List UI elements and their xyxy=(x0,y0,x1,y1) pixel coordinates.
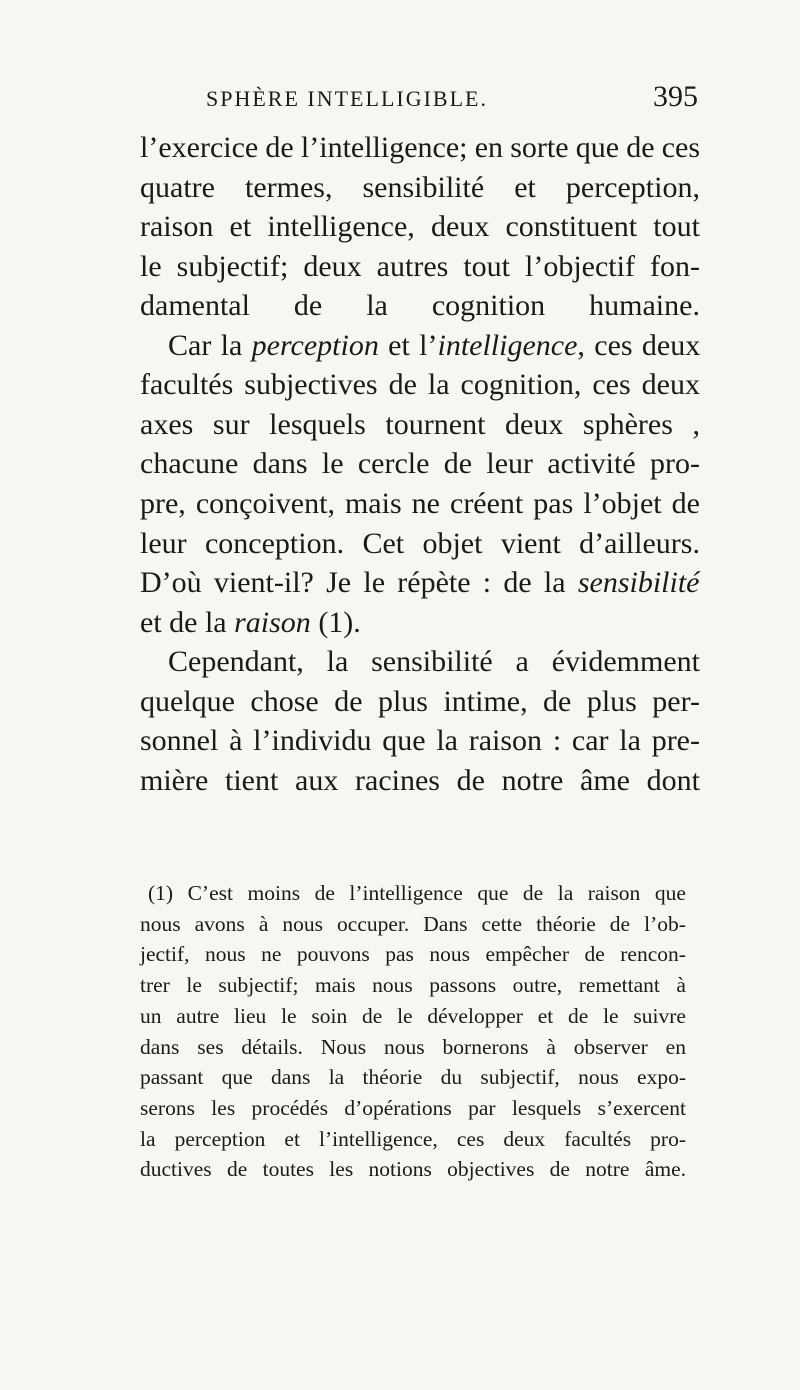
body-word: deux xyxy=(505,407,564,441)
body-word: mière xyxy=(140,763,209,797)
footnote-word: d’opérations xyxy=(344,1095,452,1120)
body-word: damental xyxy=(140,289,250,323)
footnote-word: de xyxy=(568,1003,589,1028)
body-word: et xyxy=(229,210,252,244)
body-word: Cependant, xyxy=(168,645,304,679)
footnote-word: s’exercent xyxy=(597,1095,686,1120)
body-word: l’objet xyxy=(583,486,662,520)
running-head xyxy=(138,80,698,120)
body-word: intelligence, xyxy=(267,210,415,244)
body-word: le xyxy=(321,447,344,481)
body-word: de xyxy=(456,763,485,797)
footnote-word: nous xyxy=(140,911,181,936)
body-word: sensibilité xyxy=(362,170,485,204)
footnote-word: pas xyxy=(385,942,414,967)
footnote-word: à xyxy=(676,973,686,998)
footnote-line xyxy=(140,1001,686,1031)
body-word: l’individu xyxy=(253,724,372,758)
body-word: deux xyxy=(303,249,362,283)
body-word: la xyxy=(366,289,388,323)
footnote-word: cette xyxy=(481,911,523,936)
body-line xyxy=(140,563,700,603)
body-word: l’intelligence; xyxy=(300,131,468,164)
body-word: sensibilité xyxy=(371,645,493,679)
footnote-word: à xyxy=(258,911,269,936)
footnote-word: passons xyxy=(429,973,497,998)
body-word: pre- xyxy=(651,724,700,758)
footnote-word: mais xyxy=(314,973,356,998)
body-word: lesquels xyxy=(269,407,366,441)
body-segment: D’où vient-il? Je le répète : de la xyxy=(140,566,578,600)
body-word: l’objectif xyxy=(525,249,635,283)
footnote-line xyxy=(140,909,686,939)
footnote-word: de xyxy=(522,881,544,905)
footnote-word: théorie xyxy=(536,911,596,936)
body-word: l’exercice xyxy=(140,131,259,164)
body-word: pre, xyxy=(140,486,186,520)
body-word: conception. xyxy=(204,526,345,560)
body-line xyxy=(140,405,700,445)
body-word: : xyxy=(552,724,562,758)
body-word: pas xyxy=(533,486,574,520)
footnote-word: trer xyxy=(140,973,170,998)
footnote-line xyxy=(140,1032,686,1062)
body-word: subjectives xyxy=(244,368,378,402)
footnote-word: la xyxy=(328,1065,345,1090)
footnote-word: rencon- xyxy=(620,942,686,967)
footnote-word: pro- xyxy=(650,1126,686,1151)
footnote-word: la xyxy=(557,881,574,905)
footnote-word: (1) xyxy=(148,881,174,905)
footnote-word: nous xyxy=(429,942,470,967)
footnote-word: le xyxy=(281,1003,297,1028)
footnote-word: C’est xyxy=(187,881,233,905)
body-word: la xyxy=(427,368,450,402)
footnote-word: ductives xyxy=(140,1157,212,1182)
body-word: raison xyxy=(140,210,214,244)
footnote-word: perception xyxy=(174,1126,266,1151)
body-word: d’ailleurs. xyxy=(579,526,700,560)
body-word: de xyxy=(543,684,572,718)
footnote-word: de xyxy=(362,1003,383,1028)
body-word: que xyxy=(575,131,620,164)
body-word: termes, xyxy=(245,170,333,204)
body-word: autres xyxy=(376,249,449,283)
body-word: conçoivent, xyxy=(195,486,335,520)
body-italic-segment: perception xyxy=(251,328,379,362)
body-line xyxy=(140,484,700,524)
body-word: cognition, xyxy=(460,368,582,402)
body-word: leur xyxy=(140,526,187,560)
body-word: tournent xyxy=(385,407,486,441)
body-word: la xyxy=(326,645,349,679)
body-line xyxy=(140,524,700,564)
footnote-word: toutes xyxy=(262,1157,314,1182)
body-word: deux xyxy=(641,368,700,402)
footnote-word: subjectif, xyxy=(480,1065,560,1090)
body-word: de xyxy=(293,289,323,323)
footnote-line xyxy=(140,1124,686,1154)
body-word: intime, xyxy=(443,684,528,718)
footnote-word: détails. xyxy=(241,1034,303,1059)
body-word: plus xyxy=(377,684,428,718)
footnote-word: observer xyxy=(573,1034,648,1059)
body-line xyxy=(168,642,700,682)
footnote-word: développer xyxy=(427,1003,523,1028)
footnote-line xyxy=(140,1062,686,1092)
body-word: constituent xyxy=(505,210,638,244)
body-word: et xyxy=(514,170,536,204)
body-word: per- xyxy=(652,684,700,718)
body-word: activité xyxy=(547,447,636,481)
body-word: âme xyxy=(580,763,630,797)
body-word: chose xyxy=(250,684,319,718)
footnote-word: l’intelligence xyxy=(349,881,463,905)
body-word: tout xyxy=(653,210,700,244)
body-segment: Car la xyxy=(168,328,252,362)
body-italic-segment: sensibilité xyxy=(577,566,700,600)
body-word: vient xyxy=(500,526,561,560)
body-word: de xyxy=(671,486,700,520)
footnote-word: dans xyxy=(270,1065,311,1090)
footnote-word: que xyxy=(221,1065,253,1090)
footnote-word: un xyxy=(140,1003,162,1028)
body-word: racines xyxy=(355,763,440,797)
footnote-word: Dans xyxy=(423,911,468,936)
footnote-word: lesquels xyxy=(511,1095,582,1120)
footnote-word: et xyxy=(284,1126,300,1151)
footnote-word: de xyxy=(609,911,631,936)
body-segment: (1). xyxy=(310,605,361,639)
footnote-word: occuper. xyxy=(337,911,410,936)
footnote-word: serons xyxy=(140,1095,195,1120)
footnote-word: le xyxy=(603,1003,619,1028)
footnote-word: nous xyxy=(384,1034,425,1059)
body-line xyxy=(140,444,700,484)
footnote-word: raison xyxy=(587,881,641,905)
footnote-word: dans xyxy=(140,1034,180,1059)
body-line xyxy=(168,326,700,366)
footnote-word: du xyxy=(440,1065,463,1090)
footnote-word: par xyxy=(468,1095,496,1120)
footnote-word: l’ob- xyxy=(644,911,686,936)
footnote-word: ne xyxy=(261,942,282,967)
body-word: , xyxy=(692,407,700,441)
body-line xyxy=(140,247,700,287)
footnote-line xyxy=(140,1093,686,1123)
footnote-word: avons xyxy=(194,911,245,936)
body-word: en xyxy=(474,131,504,164)
body-segment: et de la xyxy=(140,605,235,639)
body-word: quatre xyxy=(140,170,215,204)
body-line xyxy=(140,168,700,208)
footnote-word: subjectif; xyxy=(218,973,299,998)
body-segment: et l’ xyxy=(378,328,438,362)
footnote-word: notions xyxy=(368,1157,432,1182)
body-word: de xyxy=(334,684,363,718)
body-word: de xyxy=(388,368,417,402)
body-word: car xyxy=(571,724,609,758)
body-word: sur xyxy=(212,407,250,441)
body-word: de xyxy=(626,131,655,164)
body-word: dans xyxy=(252,447,308,481)
footnote-word: jectif, xyxy=(140,942,190,967)
footnote-word: le xyxy=(186,973,202,998)
body-line xyxy=(140,761,700,801)
body-word: de xyxy=(443,447,473,481)
footnote-word: ces xyxy=(456,1126,485,1151)
body-word: chacune xyxy=(140,447,239,481)
body-word: mais xyxy=(344,486,402,520)
footnote-word: ses xyxy=(197,1034,224,1059)
body-word: a xyxy=(515,645,529,679)
body-word: la xyxy=(619,724,641,758)
running-title: SPHÈRE INTELLIGIBLE. xyxy=(206,86,488,111)
footnote-line xyxy=(148,878,686,908)
body-word: perception, xyxy=(565,170,700,204)
body-word: cercle xyxy=(357,447,430,481)
footnote-word: nous xyxy=(205,942,246,967)
body-word: facultés xyxy=(140,368,234,402)
body-word: plus xyxy=(586,684,637,718)
body-word: dont xyxy=(646,763,700,797)
body-line xyxy=(140,721,700,761)
body-segment: , ces deux xyxy=(577,328,701,362)
footnote-word: en xyxy=(665,1034,686,1059)
footnote-line xyxy=(140,1154,686,1184)
body-word: subjectif; xyxy=(176,249,289,283)
footnote-word: de xyxy=(226,1157,248,1182)
footnote-word: l’intelligence, xyxy=(319,1126,438,1151)
footnote-word: pouvons xyxy=(296,942,370,967)
body-word: fon- xyxy=(649,249,700,283)
body-italic-segment: raison xyxy=(234,605,311,639)
body-word: pro- xyxy=(649,447,700,481)
footnote-word: expo- xyxy=(637,1065,686,1090)
footnote-word: outre, xyxy=(512,973,563,998)
body-word: ces xyxy=(661,131,700,164)
footnote-word: Nous xyxy=(320,1034,367,1059)
body-word: que xyxy=(382,724,426,758)
footnote-word: nous xyxy=(372,973,413,998)
footnote-word: âme. xyxy=(644,1157,686,1182)
footnote-word: bornerons xyxy=(442,1034,529,1059)
footnote-word: le xyxy=(397,1003,413,1028)
footnote-word: à xyxy=(546,1034,556,1059)
footnote-word: de xyxy=(314,881,335,905)
footnote-line xyxy=(140,970,686,1000)
body-word: le xyxy=(140,249,162,283)
footnote-word: que xyxy=(654,881,686,905)
footnote-line xyxy=(140,939,686,969)
body-word: évidemment xyxy=(551,645,700,679)
body-word: cognition xyxy=(431,289,546,323)
footnote-word: suivre xyxy=(633,1003,686,1028)
footnote-word: la xyxy=(140,1126,156,1151)
body-word: raison xyxy=(468,724,543,758)
footnote-word: facultés xyxy=(564,1126,632,1151)
footnote-word: nous xyxy=(578,1065,619,1090)
footnote-word: notre xyxy=(585,1157,630,1182)
footnote-word: les xyxy=(329,1157,354,1182)
footnote-word: objectives xyxy=(447,1157,535,1182)
footnote-word: théorie xyxy=(362,1065,423,1090)
body-word: la xyxy=(436,724,458,758)
body-word: deux xyxy=(430,210,490,244)
body-word: quelque xyxy=(140,684,235,718)
footnote-word: procédés xyxy=(251,1095,328,1120)
footnote-word: de xyxy=(549,1157,570,1182)
body-line xyxy=(140,286,700,326)
body-italic-segment: intelligence xyxy=(437,328,578,362)
footnote-word: soin xyxy=(311,1003,348,1028)
body-word: aux xyxy=(295,763,339,797)
footnote-word: passant xyxy=(140,1065,204,1090)
body-word: ne xyxy=(411,486,440,520)
footnote-word: nous xyxy=(282,911,324,936)
body-line xyxy=(140,682,700,722)
body-line xyxy=(140,207,700,247)
body-word: humaine. xyxy=(589,289,700,323)
footnote-word: remettant xyxy=(578,973,660,998)
footnote-word: les xyxy=(211,1095,236,1120)
footnote-word: autre xyxy=(176,1003,220,1028)
body-line xyxy=(140,603,361,643)
body-word: à xyxy=(229,724,243,758)
body-word: Cet xyxy=(362,526,405,560)
body-word: leur xyxy=(486,447,534,481)
body-line xyxy=(140,128,700,168)
body-word: créent xyxy=(450,486,524,520)
footnote-word: et xyxy=(537,1003,554,1028)
body-line xyxy=(140,365,700,405)
body-word: de xyxy=(265,131,294,164)
body-word: notre xyxy=(501,763,564,797)
body-word: sphères xyxy=(582,407,673,441)
body-word: axes xyxy=(140,407,194,441)
footnote-word: lieu xyxy=(234,1003,267,1028)
body-word: tout xyxy=(463,249,510,283)
footnote-word: de xyxy=(584,942,605,967)
footnote-word: moins xyxy=(247,881,301,905)
footnote-word: que xyxy=(477,881,509,905)
body-word: ces xyxy=(592,368,631,402)
body-word: sorte xyxy=(510,131,569,164)
page-number: 395 xyxy=(653,80,698,113)
footnote-word: deux xyxy=(503,1126,546,1151)
body-word: sonnel xyxy=(140,724,219,758)
body-word: tient xyxy=(224,763,279,797)
body-word: objet xyxy=(422,526,483,560)
footnote-word: empêcher xyxy=(485,942,570,967)
